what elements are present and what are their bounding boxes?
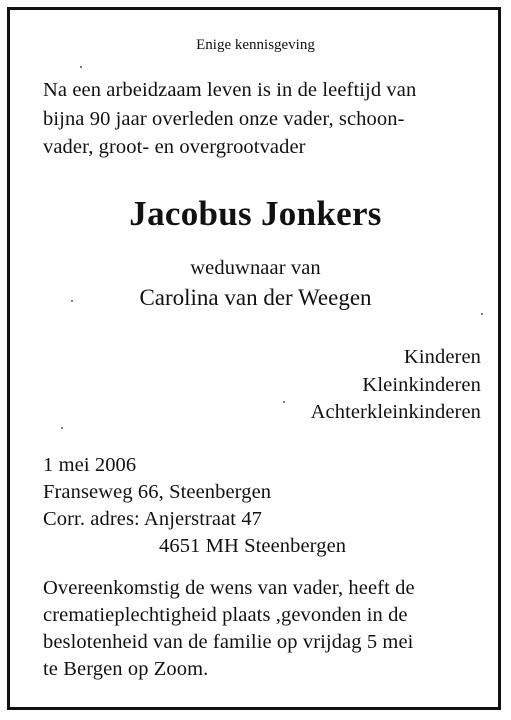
address-line-3: 4651 MH Steenbergen bbox=[159, 535, 347, 557]
announcement-date: 1 mei 2006 bbox=[43, 454, 137, 476]
closing-line-2: crematieplechtigheid plaats ,gevonden in de bbox=[43, 604, 408, 626]
address-line-2: Corr. adres: Anjerstraat 47 bbox=[43, 508, 263, 530]
scan-speck bbox=[481, 313, 483, 315]
scan-speck bbox=[61, 427, 63, 429]
spouse-name: Carolina van der Weegen bbox=[139, 285, 372, 310]
deceased-name: Jacobus Jonkers bbox=[129, 194, 382, 233]
relatives-great-grandchildren: Achterkleinkinderen bbox=[310, 401, 481, 423]
closing-line-1: Overeenkomstig de wens van vader, heeft de bbox=[43, 577, 415, 599]
announcement-header: Enige kennisgeving bbox=[196, 37, 315, 53]
relatives-children: Kinderen bbox=[403, 346, 481, 368]
scan-speck bbox=[71, 300, 73, 302]
intro-line-2: bijna 90 jaar overleden onze vader, schoon- bbox=[43, 108, 405, 130]
intro-line-1: Na een arbeidzaam leven is in de leeftijd van bbox=[43, 79, 417, 101]
scan-speck bbox=[80, 66, 82, 68]
address-line-1: Franseweg 66, Steenbergen bbox=[43, 481, 272, 503]
widower-label: weduwnaar van bbox=[190, 257, 321, 279]
closing-line-3: beslotenheid van de familie op vrijdag 5 mei bbox=[43, 631, 414, 653]
closing-line-4: te Bergen op Zoom. bbox=[43, 658, 209, 680]
relatives-grandchildren: Kleinkinderen bbox=[362, 374, 481, 396]
scan-speck bbox=[283, 401, 285, 403]
intro-line-3: vader, groot- en overgrootvader bbox=[43, 136, 306, 158]
